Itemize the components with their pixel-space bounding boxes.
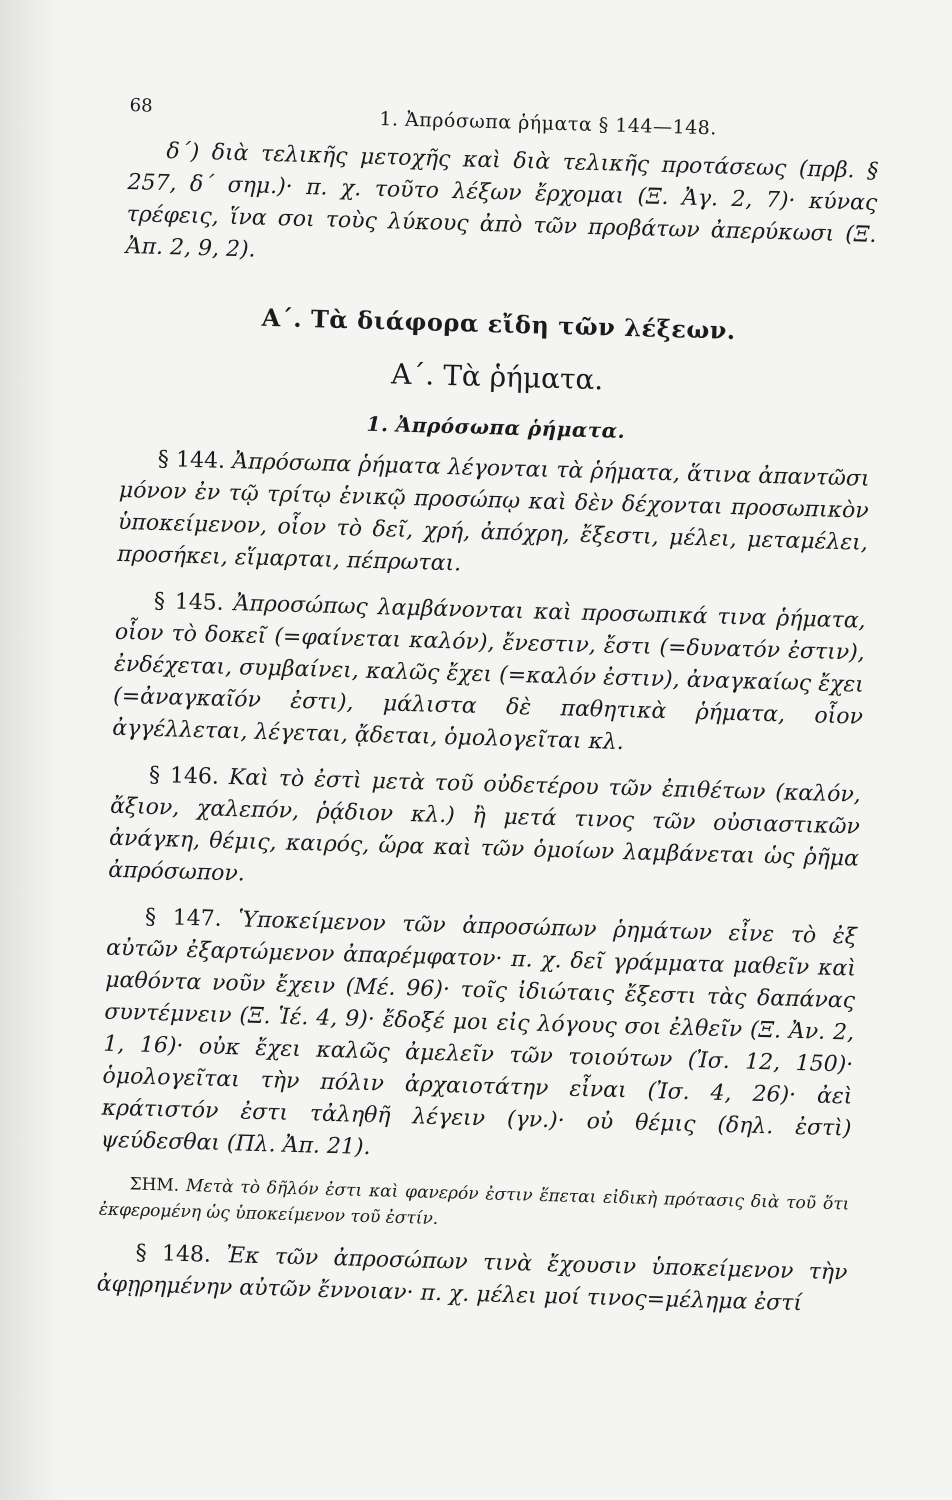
subchapter-heading: 1. Ἀπρόσωπα ῥήματα.: [366, 411, 626, 443]
note-paragraph: [99, 1171, 850, 1244]
section-146: [108, 759, 861, 908]
part-heading: Α΄. Τὰ διάφορα εἴδη τῶν λέξεων.: [261, 302, 737, 346]
page-edge-shadow: [0, 0, 60, 1500]
section-number: § 146.: [148, 762, 220, 790]
section-145: [112, 585, 866, 766]
section-number: § 147.: [144, 904, 223, 932]
intro-text: δ΄) διὰ τελικῆς μετοχῆς καὶ διὰ τελικῆς προτάσεως (πρβ. § 257, δ΄ σημ.)· π. χ. τοῦτο λέξων ἔρχομαι (Ξ. Ἀγ. 2, 7)· κύνας τρέφεις, ἵνα σοι τοὺς λύκους ἀπὸ τῶν προβάτων ἀπερύκωσι (Ξ. Ἀπ. 2, 9, 2).: [125, 139, 879, 263]
page-number: 68: [129, 95, 153, 117]
section-text: Ἐκ τῶν ἀπροσώπων τινὰ ἔχουσιν ὑποκείμενον τὴν ἀφῃρημένην αὐτῶν ἔννοιαν· π. χ. μέλει μοί τινος=μέλημα ἐστί: [96, 1243, 848, 1317]
note-label: ΣΗΜ.: [129, 1174, 180, 1196]
section-text: Ἀπρόσωπα ῥήματα λέγονται τὰ ῥήματα, ἅτινα ἀπαντῶσι μόνον ἐν τῷ τρίτῳ ἑνικῷ προσώπῳ καὶ δὲν δέχονται προσωπικὸν ὑποκείμενον, οἷον τὸ δεῖ, χρή, ἀπόχρη, ἔξεστι, μέλει, μεταμέλει, προσήκει, εἵμαρται, πέπρωται.: [116, 449, 870, 577]
section-148: [96, 1237, 847, 1322]
note-text: Μετὰ τὸ δῆλόν ἐστι καὶ φανερόν ἐστιν ἕπεται εἰδικὴ πρότασις διὰ τοῦ ὅτι ἐκφερομένη ὡς ὑποκείμενον τοῦ ἐστίν.: [98, 1175, 850, 1230]
running-title: 1. Ἀπρόσωπα ῥήματα § 144—148.: [379, 107, 718, 140]
section-144: [117, 443, 870, 592]
chapter-heading: Α΄. Τὰ ῥήματα.: [390, 357, 604, 397]
section-number: § 148.: [135, 1240, 212, 1268]
section-number: § 144.: [157, 446, 226, 474]
section-147: [100, 901, 857, 1178]
intro-paragraph: [125, 135, 878, 284]
section-number: § 145.: [153, 588, 225, 616]
section-text: Καὶ τὸ ἐστὶ μετὰ τοῦ οὐδετέρου τῶν ἐπιθέτων (καλόν, ἄξιον, χαλεπόν, ῥᾴδιον κλ.) ἢ μετά τινος τῶν οὐσιαστικῶν ἀνάγκη, θέμις, καιρός, ὥρα καὶ τῶν ὁμοίων λαμβάνεται ὡς ῥῆμα ἀπρόσωπον.: [107, 765, 862, 887]
page-content: [96, 95, 879, 1321]
section-text: Ὑποκείμενον τῶν ἀπροσώπων ῥημάτων εἶνε τὸ ἐξ αὐτῶν ἐξαρτώμενον ἀπαρέμφατον· π. χ. δεῖ γράμματα μαθεῖν καὶ μαθόντα νοῦν ἔχειν (Μέ. 96)· τοῖς ἰδιώταις ἔξεστι τὰς δαπάνας συντέμνειν (Ξ. Ἱέ. 4, 9)· ἔδοξέ μοι εἰς λόγους σοι ἐλθεῖν (Ξ. Ἀν. 2, 1, 16)· οὐκ ἔχει καλῶς ἀμελεῖν τῶν τοιούτων (Ἰσ. 12, 150)· ὁμολογεῖται τὴν πόλιν ἀρχαιοτάτην εἶναι (Ἰσ. 4, 26)· ἀεὶ κράτιστόν ἐστι τἀληθῆ λέγειν (γν.)· οὐ θέμις (δηλ. ἐστὶ) ψεύδεσθαι (Πλ. Ἀπ. 21).: [100, 907, 858, 1161]
section-text: Ἀπροσώπως λαμβάνονται καὶ προσωπικά τινα ῥήματα, οἷον τὸ δοκεῖ (=φαίνεται καλόν), ἔνεστιν, ἔστι (=δυνατόν ἐστιν), ἐνδέχεται, συμβαίνει, καλῶς ἔχει (=καλόν ἐστιν), ἀναγκαίως ἔχει (=ἀναγκαῖόν ἐστι), μάλιστα δὲ παθητικὰ ῥήματα, οἷον ἀγγέλλεται, λέγεται, ᾄδεται, ὁμολογεῖται κλ.: [111, 591, 866, 756]
